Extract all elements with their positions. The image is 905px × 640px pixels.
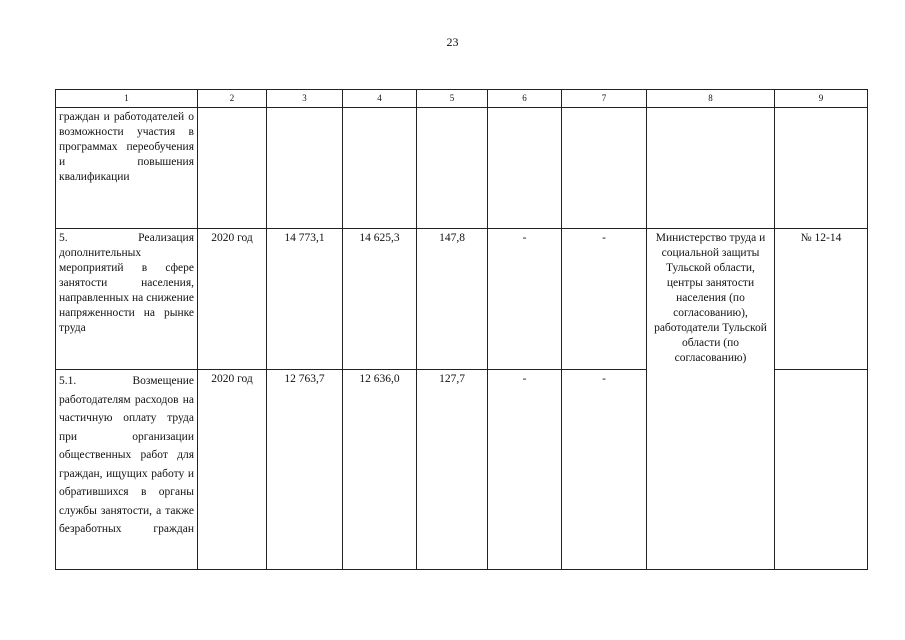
column-header: 6 xyxy=(488,90,562,108)
executor-cell: Министерство труда и социальной защиты Тульской области, центры занятости населения (по согласованию), работодатели Тульской области (по согласованию) xyxy=(647,229,775,570)
regional-cell xyxy=(417,108,488,229)
measure-description: 5.1. Возмещение работодателям расходов на частичную оплату труда при организации общественных работ для граждан, ищущих работу и обратившихся в органы службы занятости, а также безработных граждан xyxy=(56,370,198,570)
indicator-cell xyxy=(775,108,868,229)
col7-cell xyxy=(562,108,647,229)
executor-cell xyxy=(647,108,775,229)
column-header: 5 xyxy=(417,90,488,108)
column-header: 2 xyxy=(198,90,267,108)
column-header: 4 xyxy=(343,90,417,108)
indicator-cell: № 12-14 xyxy=(775,229,868,370)
col6-cell: - xyxy=(488,229,562,370)
year-cell xyxy=(198,108,267,229)
year-cell: 2020 год xyxy=(198,370,267,570)
table-row xyxy=(56,108,868,229)
total-cell xyxy=(267,108,343,229)
column-header: 3 xyxy=(267,90,343,108)
indicator-cell xyxy=(775,370,868,570)
col7-cell: - xyxy=(562,229,647,370)
table-row xyxy=(56,229,868,370)
table-header-row xyxy=(56,90,868,108)
federal-cell xyxy=(343,108,417,229)
federal-cell: 12 636,0 xyxy=(343,370,417,570)
measure-description: 5. Реализация дополнительных мероприятий в сфере занятости населения, направленных на снижение напряженности на рынке труда xyxy=(56,229,198,370)
col6-cell xyxy=(488,108,562,229)
col6-cell: - xyxy=(488,370,562,570)
col7-cell: - xyxy=(562,370,647,570)
column-header: 9 xyxy=(775,90,868,108)
federal-cell: 14 625,3 xyxy=(343,229,417,370)
regional-cell: 147,8 xyxy=(417,229,488,370)
page-number: 23 xyxy=(446,35,459,49)
program-table xyxy=(55,89,868,570)
year-cell: 2020 год xyxy=(198,229,267,370)
column-header: 7 xyxy=(562,90,647,108)
measure-description: граждан и работодателей о возможности участия в программах переобучения и повышения квалификации xyxy=(56,108,198,229)
regional-cell: 127,7 xyxy=(417,370,488,570)
total-cell: 14 773,1 xyxy=(267,229,343,370)
total-cell: 12 763,7 xyxy=(267,370,343,570)
column-header: 1 xyxy=(56,90,198,108)
column-header: 8 xyxy=(647,90,775,108)
